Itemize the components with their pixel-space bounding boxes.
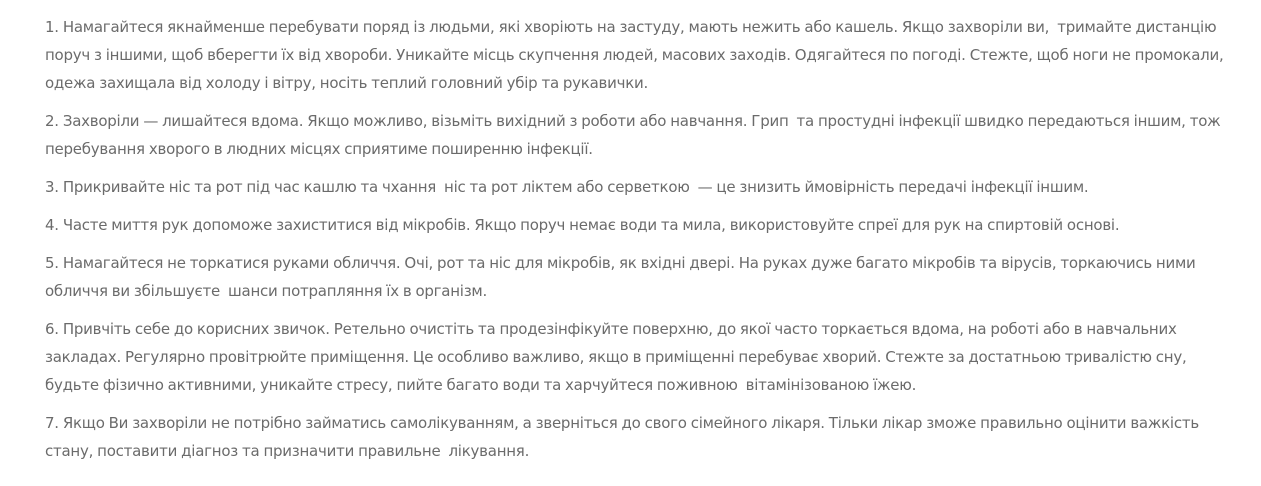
tip-paragraph-6: 6. Привчіть себе до корисних звичок. Ретельно очистіть та продезінфікуйте поверхню, до якої часто торкається вдома, на роботі або в навчальних закладах. Регулярно провітрюйте приміщення. Це особливо важливо, якщо в приміщенні перебуває хворий. Стежте за достатньою тривалістю сну, будьте фізично активними, уникайте стресу, пийте багато води та харчуйтеся поживною вітамінізованою їжею. <box>45 320 1191 394</box>
tip-paragraph-4: 4. Часте миття рук допоможе захиститися від мікробів. Якщо поруч немає води та мила, використовуйте спреї для рук на спиртовій основі. <box>45 216 1120 234</box>
tip-paragraph-1: 1. Намагайтеся якнайменше перебувати поряд із людьми, які хворіють на застуду, мають нежить або кашель. Якщо захворіли ви, тримайте дистанцію поруч з іншими, щоб вберегти їх від хвороби. Уникайте місць скупчення людей, масових заходів. Одягайтеся по погоді. Стежте, щоб ноги не промокали, одежа захищала від холоду і вітру, носіть теплий головний убір та рукавички. <box>45 18 1228 92</box>
tip-paragraph-3: 3. Прикривайте ніс та рот під час кашлю та чхання ніс та рот ліктем або серветкою — це знизить ймовірність передачі інфекції іншим. <box>45 178 1089 196</box>
tip-paragraph-7: 7. Якщо Ви захворіли не потрібно займатись самолікуванням, а зверніться до свого сімейного лікаря. Тільки лікар зможе правильно оцінити важкість стану, поставити діагноз та призначити правильне лікування. <box>45 414 1207 460</box>
tip-paragraph-2: 2. Захворіли — лишайтеся вдома. Якщо можливо, візьміть вихідний з роботи або навчання. Грип та простудні інфекції швидко передаються іншим, тож перебування хворого в людних місцях сприятиме поширенню інфекції. <box>45 112 1225 158</box>
tip-paragraph-5: 5. Намагайтеся не торкатися руками обличчя. Очі, рот та ніс для мікробів, як вхідні двері. На руках дуже багато мікробів та вірусів, торкаючись ними обличчя ви збільшуєте шанси потрапляння їх в організм. <box>45 254 1200 300</box>
